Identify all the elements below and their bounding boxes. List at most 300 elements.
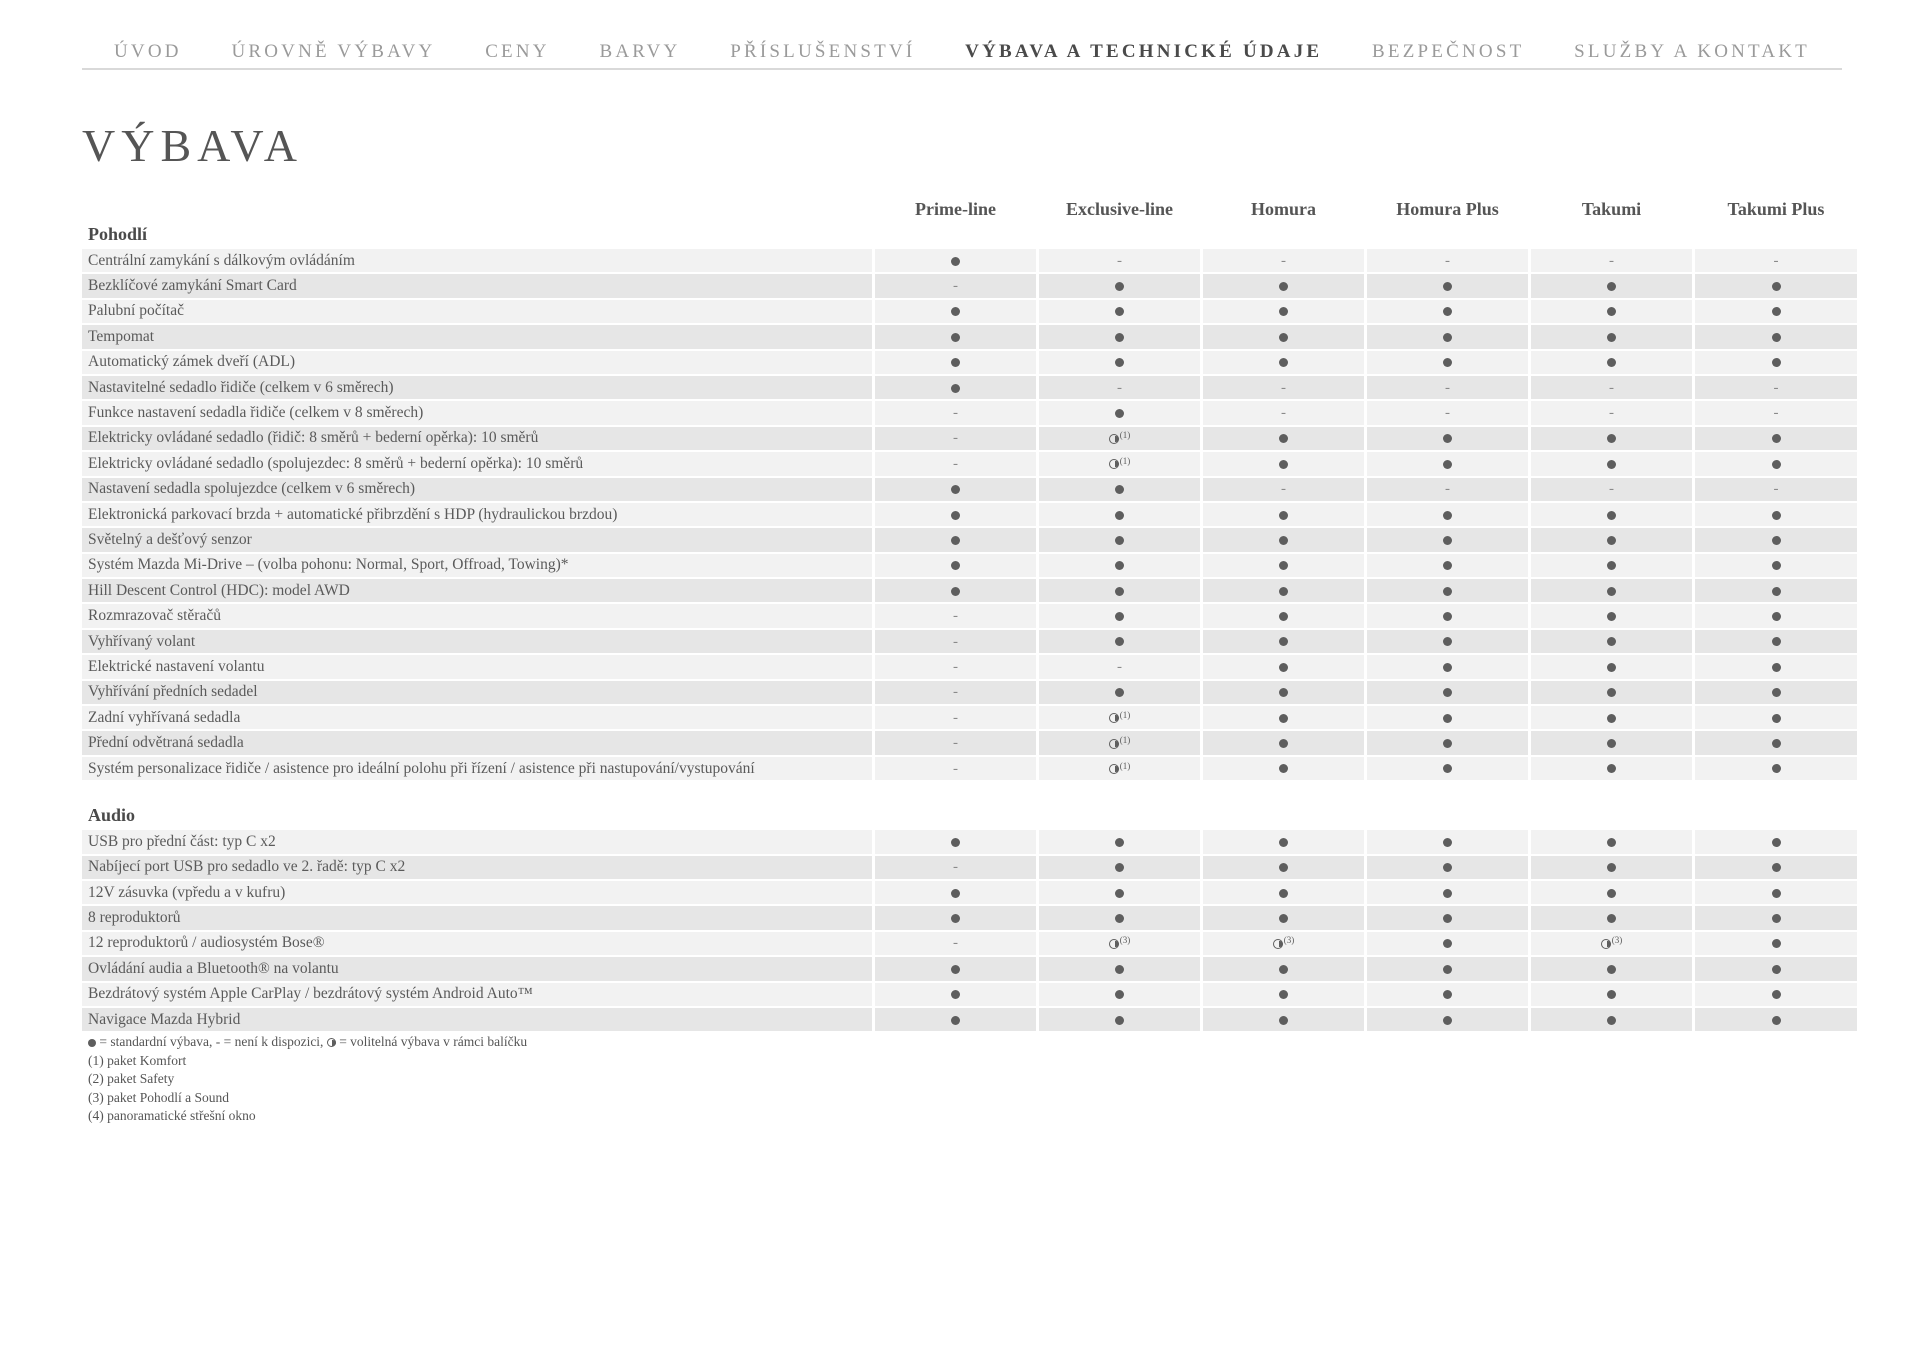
standard-dot-icon <box>1115 587 1124 596</box>
value-cell <box>1367 325 1528 348</box>
feature-label: Funkce nastavení sedadla řidiče (celkem v 8 směrech) <box>82 401 872 424</box>
standard-dot-icon <box>1443 939 1452 948</box>
feature-label: Nastavitelné sedadlo řidiče (celkem v 6 směrech) <box>82 376 872 399</box>
legend-standard-text: = standardní výbava, <box>99 1034 213 1049</box>
standard-dot-icon <box>951 561 960 570</box>
standard-dot-icon <box>1443 561 1452 570</box>
value-cell <box>1039 856 1200 879</box>
value-cell <box>1203 881 1364 904</box>
unavailable-dash: - <box>1281 252 1286 269</box>
table-row <box>82 274 1857 297</box>
value-cell <box>1203 528 1364 551</box>
value-cell <box>1695 401 1857 424</box>
standard-dot-icon <box>1279 914 1288 923</box>
value-cell <box>875 325 1036 348</box>
value-cell <box>1695 706 1857 729</box>
feature-label: Přední odvětraná sedadla <box>82 731 872 754</box>
value-cell <box>1531 376 1692 399</box>
standard-dot-icon <box>1772 688 1781 697</box>
value-cell <box>1039 274 1200 297</box>
unavailable-dash: - <box>1609 379 1614 396</box>
value-cell <box>875 957 1036 980</box>
unavailable-dash: - <box>1609 252 1614 269</box>
value-cell <box>1531 579 1692 602</box>
unavailable-dash: - <box>1445 405 1450 422</box>
standard-dot-icon <box>1279 460 1288 469</box>
value-cell <box>1695 478 1857 501</box>
optional-ring-icon <box>1109 739 1119 749</box>
standard-dot-icon <box>1443 663 1452 672</box>
value-cell <box>1531 706 1692 729</box>
value-cell <box>875 630 1036 653</box>
value-cell <box>1531 478 1692 501</box>
value-cell <box>1531 830 1692 853</box>
section-title: Pohodlí <box>88 224 148 244</box>
feature-label: 8 reproduktorů <box>82 906 872 929</box>
legend-note: (1) paket Komfort <box>88 1052 187 1068</box>
nav-item-7[interactable]: SLUŽBY A KONTAKT <box>1574 41 1810 62</box>
value-cell <box>1367 579 1528 602</box>
value-cell <box>1367 427 1528 450</box>
standard-dot-icon <box>1443 358 1452 367</box>
standard-dot-icon <box>1115 485 1124 494</box>
column-header: Exclusive-line <box>1066 199 1173 219</box>
value-cell <box>1531 604 1692 627</box>
value-cell <box>1695 630 1857 653</box>
standard-dot-icon <box>1443 990 1452 999</box>
value-cell <box>1367 932 1528 955</box>
value-cell <box>875 1008 1036 1031</box>
equipment-table <box>79 193 1860 1033</box>
value-cell <box>1203 478 1364 501</box>
standard-dot-icon <box>1772 612 1781 621</box>
standard-dot-icon <box>1279 307 1288 316</box>
standard-dot-icon <box>951 358 960 367</box>
standard-dot-icon <box>1772 561 1781 570</box>
value-cell <box>1039 906 1200 929</box>
value-cell <box>875 655 1036 678</box>
standard-dot-icon <box>1443 460 1452 469</box>
value-cell <box>875 706 1036 729</box>
standard-dot-icon <box>951 384 960 393</box>
feature-label: Palubní počítač <box>82 300 872 323</box>
column-header: Prime-line <box>915 199 996 219</box>
column-header: Takumi <box>1581 199 1642 219</box>
unavailable-dash: - <box>1773 481 1779 498</box>
standard-dot-icon <box>951 257 960 266</box>
nav-item-3[interactable]: BARVY <box>599 41 681 62</box>
column-header: Homura <box>1251 199 1316 219</box>
value-cell <box>1695 325 1857 348</box>
value-cell <box>1203 856 1364 879</box>
top-navigation <box>82 38 1842 70</box>
value-cell <box>1531 757 1692 780</box>
standard-dot-icon <box>1279 561 1288 570</box>
value-cell <box>1203 503 1364 526</box>
standard-dot-icon <box>1279 990 1288 999</box>
feature-label: Bezdrátový systém Apple CarPlay / bezdrátový systém Android Auto™ <box>82 983 872 1006</box>
standard-dot-icon <box>1607 536 1616 545</box>
standard-dot-icon <box>1443 764 1452 773</box>
feature-label: Hill Descent Control (HDC): model AWD <box>82 579 872 602</box>
standard-dot-icon <box>1443 307 1452 316</box>
standard-dot-icon <box>1115 307 1124 316</box>
feature-label: Elektronická parkovací brzda + automatické přibrzdění s HDP (hydraulickou brzdou) <box>82 503 872 526</box>
table-row <box>82 554 1857 577</box>
feature-label: Tempomat <box>82 325 872 348</box>
value-cell <box>1367 249 1528 272</box>
value-cell <box>1367 830 1528 853</box>
standard-dot-icon <box>1772 333 1781 342</box>
value-cell <box>1039 478 1200 501</box>
value-cell <box>1695 655 1857 678</box>
value-cell <box>875 452 1036 475</box>
standard-dot-icon <box>1607 358 1616 367</box>
standard-dot-icon <box>1115 333 1124 342</box>
nav-item-5[interactable]: VÝBAVA A TECHNICKÉ ÚDAJE <box>965 41 1323 62</box>
standard-dot-icon <box>1607 863 1616 872</box>
unavailable-dash: - <box>953 455 958 472</box>
value-cell <box>1531 351 1692 374</box>
optional-ring-icon <box>1601 939 1611 949</box>
standard-dot-icon <box>1772 663 1781 672</box>
value-cell <box>1695 932 1857 955</box>
feature-label: Rozmrazovač stěračů <box>82 604 872 627</box>
value-cell <box>1695 300 1857 323</box>
value-cell <box>1367 604 1528 627</box>
value-cell <box>1203 757 1364 780</box>
value-cell <box>1695 427 1857 450</box>
nav-item-0[interactable]: ÚVOD <box>114 41 182 62</box>
value-cell <box>875 376 1036 399</box>
table-row <box>82 681 1857 704</box>
value-cell <box>1039 957 1200 980</box>
standard-dot-icon <box>1772 914 1781 923</box>
table-row <box>82 452 1857 475</box>
standard-dot-icon <box>1279 965 1288 974</box>
package-footnote: (3) <box>1119 935 1131 946</box>
standard-dot-icon <box>1772 358 1781 367</box>
package-footnote: (3) <box>1283 935 1295 946</box>
optional-ring-icon <box>1273 939 1283 949</box>
value-cell <box>1039 1008 1200 1031</box>
table-row <box>82 957 1857 980</box>
value-cell <box>1695 681 1857 704</box>
value-cell <box>1367 528 1528 551</box>
standard-dot-icon <box>1772 889 1781 898</box>
value-cell <box>1695 983 1857 1006</box>
value-cell <box>1695 757 1857 780</box>
feature-label: Systém personalizace řidiče / asistence pro ideální polohu při řízení / asistence při nastupování/vystupování <box>82 757 872 780</box>
standard-dot-icon <box>1443 282 1452 291</box>
package-footnote: (1) <box>1119 735 1131 746</box>
standard-dot-icon <box>1607 1016 1616 1025</box>
table-row <box>82 604 1857 627</box>
unavailable-dash: - <box>1773 252 1779 269</box>
standard-dot-icon <box>1279 889 1288 898</box>
standard-dot-icon <box>951 536 960 545</box>
standard-dot-icon <box>1279 838 1288 847</box>
unavailable-dash: - <box>953 760 958 777</box>
standard-dot-icon <box>1279 511 1288 520</box>
standard-dot-icon <box>1443 612 1452 621</box>
unavailable-dash: - <box>953 278 958 295</box>
value-cell <box>1039 830 1200 853</box>
column-header: Takumi Plus <box>1727 199 1825 219</box>
value-cell <box>875 604 1036 627</box>
nav-item-2[interactable]: CENY <box>485 41 550 62</box>
unavailable-dash: - <box>1117 658 1122 675</box>
value-cell <box>1531 300 1692 323</box>
value-cell <box>1531 554 1692 577</box>
standard-dot-icon <box>1772 739 1781 748</box>
value-cell <box>1695 856 1857 879</box>
table-row <box>82 731 1857 754</box>
standard-dot-icon <box>1443 536 1452 545</box>
standard-dot-icon <box>1607 889 1616 898</box>
section-title: Audio <box>88 805 136 826</box>
feature-label: 12 reproduktorů / audiosystém Bose® <box>82 932 872 955</box>
value-cell <box>1367 681 1528 704</box>
standard-dot-icon <box>88 1039 96 1047</box>
unavailable-dash: - <box>1281 481 1286 498</box>
page-title: VÝBAVA <box>82 120 303 171</box>
value-cell <box>875 906 1036 929</box>
value-cell <box>1695 376 1857 399</box>
standard-dot-icon <box>1115 561 1124 570</box>
standard-dot-icon <box>1115 863 1124 872</box>
value-cell <box>875 983 1036 1006</box>
feature-label: Zadní vyhřívaná sedadla <box>82 706 872 729</box>
standard-dot-icon <box>1772 637 1781 646</box>
value-cell <box>1203 554 1364 577</box>
value-cell <box>1039 604 1200 627</box>
standard-dot-icon <box>951 1016 960 1025</box>
standard-dot-icon <box>1115 409 1124 418</box>
unavailable-dash: - <box>1117 379 1122 396</box>
value-cell <box>1203 830 1364 853</box>
value-cell <box>875 503 1036 526</box>
standard-dot-icon <box>951 965 960 974</box>
value-cell <box>875 932 1036 955</box>
standard-dot-icon <box>1772 282 1781 291</box>
table-row <box>82 503 1857 526</box>
table-row <box>82 655 1857 678</box>
value-cell <box>1531 983 1692 1006</box>
value-cell <box>1367 351 1528 374</box>
standard-dot-icon <box>1279 434 1288 443</box>
feature-label: Vyhřívaný volant <box>82 630 872 653</box>
optional-ring-icon <box>1109 939 1119 949</box>
standard-dot-icon <box>1279 764 1288 773</box>
value-cell <box>1039 528 1200 551</box>
value-cell <box>1531 325 1692 348</box>
standard-dot-icon <box>1279 612 1288 621</box>
standard-dot-icon <box>1772 536 1781 545</box>
standard-dot-icon <box>1279 1016 1288 1025</box>
value-cell <box>1367 706 1528 729</box>
standard-dot-icon <box>1279 688 1288 697</box>
unavailable-dash: - <box>953 709 958 726</box>
standard-dot-icon <box>1772 764 1781 773</box>
legend <box>88 1033 527 1126</box>
table-row <box>82 881 1857 904</box>
value-cell <box>1367 554 1528 577</box>
value-cell <box>875 856 1036 879</box>
standard-dot-icon <box>1607 434 1616 443</box>
value-cell <box>1367 757 1528 780</box>
value-cell <box>875 830 1036 853</box>
standard-dot-icon <box>1279 663 1288 672</box>
value-cell <box>1039 503 1200 526</box>
table-row <box>82 351 1857 374</box>
value-cell <box>1695 274 1857 297</box>
value-cell <box>1203 452 1364 475</box>
nav-item-1[interactable]: ÚROVNĚ VÝBAVY <box>231 41 436 62</box>
table-row <box>82 300 1857 323</box>
standard-dot-icon <box>1607 990 1616 999</box>
feature-label: Nabíjecí port USB pro sedadlo ve 2. řadě: typ C x2 <box>82 856 872 879</box>
value-cell <box>1203 376 1364 399</box>
standard-dot-icon <box>1772 587 1781 596</box>
value-cell <box>1039 376 1200 399</box>
value-cell <box>1203 351 1364 374</box>
value-cell <box>1531 630 1692 653</box>
standard-dot-icon <box>1443 333 1452 342</box>
table-row <box>82 856 1857 879</box>
unavailable-dash: - <box>1445 252 1450 269</box>
value-cell <box>1695 957 1857 980</box>
package-footnote: (1) <box>1119 455 1131 466</box>
feature-label: Ovládání audia a Bluetooth® na volantu <box>82 957 872 980</box>
standard-dot-icon <box>1772 990 1781 999</box>
table-row <box>82 830 1857 853</box>
unavailable-dash: - <box>1281 379 1286 396</box>
unavailable-dash: - <box>953 608 958 625</box>
unavailable-dash: - <box>953 684 958 701</box>
standard-dot-icon <box>1115 358 1124 367</box>
standard-dot-icon <box>1115 838 1124 847</box>
standard-dot-icon <box>1443 587 1452 596</box>
standard-dot-icon <box>1607 460 1616 469</box>
standard-dot-icon <box>1607 688 1616 697</box>
standard-dot-icon <box>1115 612 1124 621</box>
standard-dot-icon <box>1607 663 1616 672</box>
value-cell <box>1367 274 1528 297</box>
standard-dot-icon <box>1279 536 1288 545</box>
standard-dot-icon <box>1607 838 1616 847</box>
value-cell <box>1203 325 1364 348</box>
standard-dot-icon <box>1279 282 1288 291</box>
standard-dot-icon <box>1279 333 1288 342</box>
standard-dot-icon <box>951 990 960 999</box>
standard-dot-icon <box>1279 739 1288 748</box>
standard-dot-icon <box>1443 688 1452 697</box>
table-row <box>82 325 1857 348</box>
value-cell <box>875 881 1036 904</box>
optional-ring-icon <box>1109 434 1119 444</box>
standard-dot-icon <box>1443 838 1452 847</box>
table-row <box>82 630 1857 653</box>
value-cell <box>1367 906 1528 929</box>
value-cell <box>1367 731 1528 754</box>
value-cell <box>1039 249 1200 272</box>
standard-dot-icon <box>1115 990 1124 999</box>
nav-item-4[interactable]: PŘÍSLUŠENSTVÍ <box>730 41 916 62</box>
table-row <box>82 906 1857 929</box>
standard-dot-icon <box>1115 889 1124 898</box>
table-row <box>82 579 1857 602</box>
standard-dot-icon <box>1607 282 1616 291</box>
unavailable-dash: - <box>1773 379 1779 396</box>
value-cell <box>875 300 1036 323</box>
value-cell <box>1531 1008 1692 1031</box>
feature-label: Světelný a dešťový senzor <box>82 528 872 551</box>
table-row <box>82 983 1857 1006</box>
package-footnote: (1) <box>1119 709 1131 720</box>
feature-label: Navigace Mazda Hybrid <box>82 1008 872 1031</box>
table-row <box>82 401 1857 424</box>
value-cell <box>1531 528 1692 551</box>
value-cell <box>1695 906 1857 929</box>
value-cell <box>875 681 1036 704</box>
nav-item-6[interactable]: BEZPEČNOST <box>1372 41 1525 62</box>
value-cell <box>1039 401 1200 424</box>
unavailable-dash: - <box>1281 405 1286 422</box>
legend-note: (4) panoramatické střešní okno <box>88 1108 256 1123</box>
unavailable-dash: - <box>953 935 958 952</box>
standard-dot-icon <box>1772 1016 1781 1025</box>
standard-dot-icon <box>1443 965 1452 974</box>
feature-label: Elektricky ovládané sedadlo (spolujezdec: 8 směrů + bederní opěrka): 10 směrů <box>82 452 872 475</box>
standard-dot-icon <box>1607 307 1616 316</box>
unavailable-dash: - <box>953 859 958 876</box>
standard-dot-icon <box>1607 587 1616 596</box>
value-cell <box>1367 881 1528 904</box>
standard-dot-icon <box>1772 460 1781 469</box>
value-cell <box>1531 731 1692 754</box>
standard-dot-icon <box>1115 914 1124 923</box>
value-cell <box>1367 503 1528 526</box>
standard-dot-icon <box>1772 939 1781 948</box>
standard-dot-icon <box>951 914 960 923</box>
value-cell <box>875 478 1036 501</box>
standard-dot-icon <box>1772 434 1781 443</box>
feature-label: Automatický zámek dveří (ADL) <box>82 351 872 374</box>
value-cell <box>1695 503 1857 526</box>
standard-dot-icon <box>1772 838 1781 847</box>
value-cell <box>1531 274 1692 297</box>
feature-label: Systém Mazda Mi-Drive – (volba pohonu: Normal, Sport, Offroad, Towing)* <box>82 554 872 577</box>
value-cell <box>1203 300 1364 323</box>
value-cell <box>1367 630 1528 653</box>
value-cell <box>1695 528 1857 551</box>
standard-dot-icon <box>1607 914 1616 923</box>
value-cell <box>1203 655 1364 678</box>
unavailable-dash: - <box>1773 405 1779 422</box>
value-cell <box>1367 376 1528 399</box>
value-cell <box>1203 731 1364 754</box>
value-cell <box>1203 604 1364 627</box>
value-cell <box>1531 401 1692 424</box>
value-cell <box>1531 249 1692 272</box>
unavailable-dash: - <box>953 735 958 752</box>
value-cell <box>1203 906 1364 929</box>
value-cell <box>1203 274 1364 297</box>
value-cell <box>1531 856 1692 879</box>
value-cell <box>1039 655 1200 678</box>
value-cell <box>1203 681 1364 704</box>
